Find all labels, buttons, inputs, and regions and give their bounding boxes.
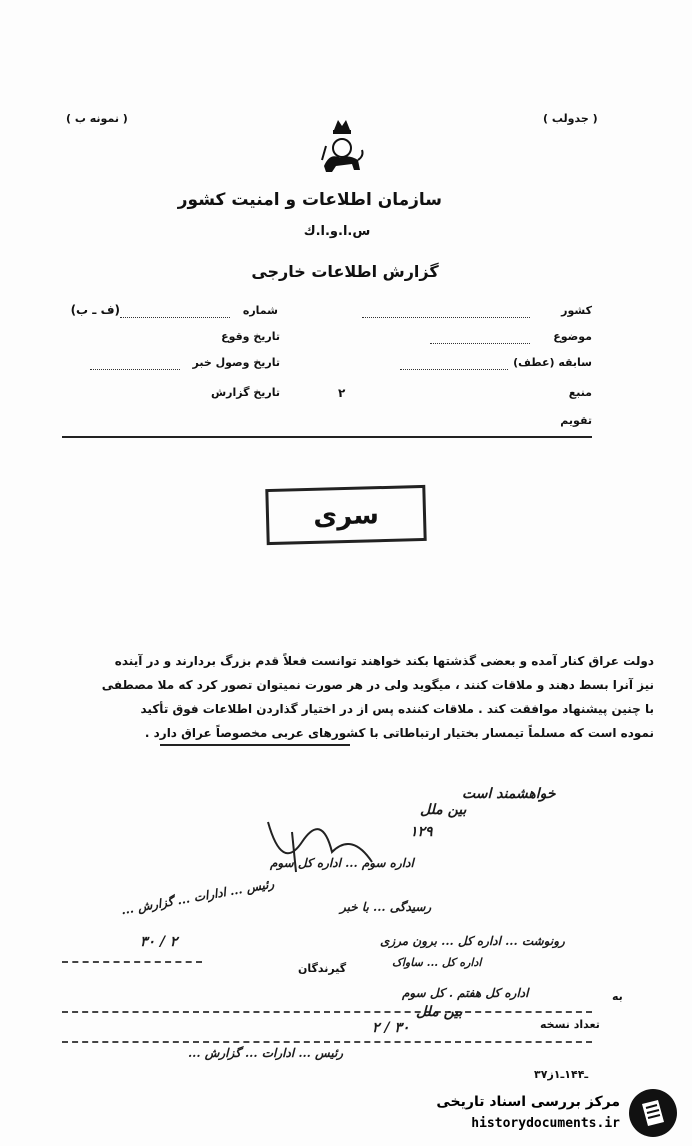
handwritten-note-13: ۲ / ۳۰ (372, 1020, 410, 1036)
handwritten-note-3: ۱۲۹ (410, 824, 433, 840)
country-label: کشور (561, 304, 592, 317)
assessment-label: تقویم (560, 414, 592, 427)
report-date-label: تاریخ گزارش (210, 386, 280, 399)
reference-label: سابقه (عطف) (513, 356, 592, 369)
handwritten-note-2: بین ملل (420, 802, 467, 818)
number-dots (120, 316, 230, 318)
body-line-2: نیز آنرا بسط دهند و ملاقات کنند ، میگوید ولی در هر صورت نمیتوان تصور کرد که ملا مصطفی (101, 678, 654, 692)
classification-text: سری (312, 500, 380, 532)
document-number: ۳۷ـ۱۴۴ـ۱ز (534, 1068, 589, 1081)
body-line-3: با چنین پیشنهاد موافقت کند . ملاقات کننده پس از در اختیار گذاردن اطلاعات فوق تأکید (140, 702, 654, 716)
number-value: (ف ـ ب) (70, 303, 120, 317)
country-dots (362, 316, 530, 318)
dashed-line-1 (62, 960, 202, 963)
reference-dots (400, 368, 508, 370)
signature-icon (262, 812, 382, 882)
handwritten-note-7: اداره کل ... ساواک (392, 956, 482, 969)
organization-code: س.ا.و.ا.ك (303, 224, 371, 239)
body-line-1: دولت عراق کنار آمده و بعضی گذشتها بکند خواهند توانست فعلاً قدم بزرگ بردارند و در آینده (114, 654, 654, 668)
number-label: شماره (242, 304, 278, 317)
report-date-value: ۲ (338, 386, 346, 400)
handwritten-note-6: رونوشت ... اداره کل ... برون مرزی (380, 934, 565, 948)
body-line-4: نموده است که مسلماً تیمسار بختیار ارتباطاتی با کشورهای عربی مخصوصاً عراق دارد . (144, 726, 654, 740)
watermark-title: مرکز بررسی اسناد تاریخی (436, 1094, 620, 1110)
handwritten-note-1: خواهشمند است (462, 786, 556, 802)
report-title: گزارش اطلاعات خارجی (251, 262, 439, 281)
underline-mark (160, 744, 350, 746)
table-label: ( جدولب ) (543, 112, 598, 125)
receipt-date-label: تاریخ وصول خبر (192, 356, 280, 369)
watermark-url: historydocuments.ir (471, 1116, 620, 1131)
bottom-handwritten-note: رئیس ... ادارات ... گزارش ... (188, 1046, 344, 1060)
subject-label: موضوع (553, 330, 592, 343)
copies-label: تعداد نسخه (540, 1018, 600, 1031)
handwritten-note-11: بین ملل (416, 1004, 463, 1020)
history-documents-logo-icon (628, 1088, 678, 1138)
event-date-label: تاریخ وقوع (221, 330, 280, 343)
lion-and-sun-emblem-icon (314, 116, 370, 178)
dashed-line-2 (62, 1010, 592, 1013)
organization-name: سازمان اطلاعات و امنیت کشور (177, 190, 442, 210)
recipient-dept: اداره کل هفتم . کل سوم (402, 986, 529, 1000)
dashed-line-3 (62, 1040, 592, 1043)
source-label: منبع (568, 386, 592, 399)
to-label: به (612, 990, 623, 1003)
recipients-label: گیرندگان (298, 962, 347, 975)
margin-number: ۳۰ / ۲ (140, 934, 178, 950)
receipt-date-dots (90, 368, 180, 370)
handwritten-note-5: رسیدگی ... با خبر (340, 900, 432, 914)
subject-dots (430, 342, 530, 344)
margin-note: رئیس ... ادارات ... گزارش ... (119, 876, 276, 918)
classification-stamp (265, 485, 426, 545)
form-type-label: ( نمونه ب ) (66, 112, 128, 125)
handwritten-note-4: اداره سوم ... اداره کل سوم (270, 856, 414, 870)
header-divider (62, 436, 592, 438)
